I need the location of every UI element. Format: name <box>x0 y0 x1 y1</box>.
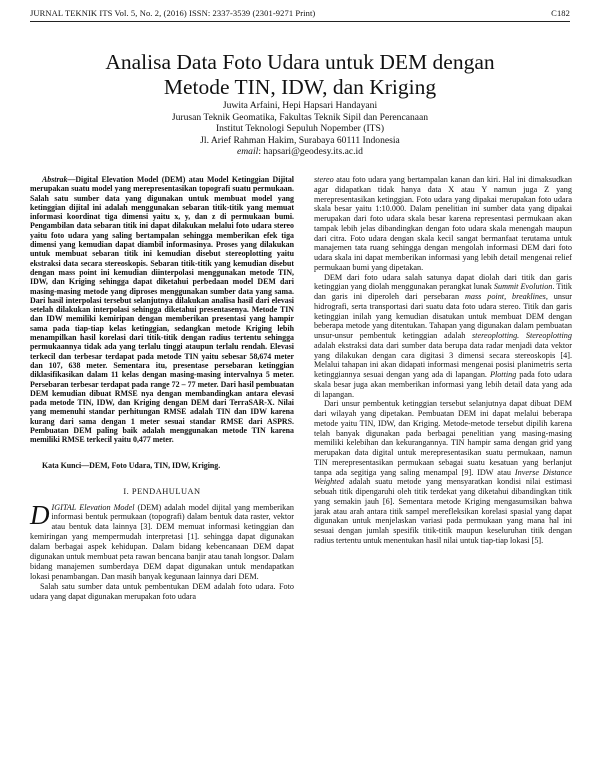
section-heading-intro: I. PENDAHULUAN <box>123 486 201 496</box>
p2-part-e: , unsur hidrografi, serta transportasi dari suatu data foto udara stereo. Titik dan garis ketinggian inilah yang kemudian disatukan untuk membuat DEM dengan beberapa metode yang ditentukan. Tahapan yang digunakan dalam pembuatan unsur-unsur pembentuk ketinggian adalah <box>314 292 572 340</box>
author-email-line <box>30 146 570 158</box>
right-paragraph-2 <box>314 273 572 400</box>
right-p1-text: atau foto udara yang bertampalan kanan dan kiri. Hal ini dimaksudkan agar didapatkan tidak hanya data X atau Y namun juga Z yang merepresentasikan ketinggian. Foto udara yang dipakai merupakan foto udara skala besar yaitu 1:10.000. Dalam penelitian ini sumber data yang dipakai merupakan dari foto udara skala besar karena representasi permukaan akan tampak lebih jelas dibandingkan dengan foto udara skala menengah maupun dari citra. Foto udara dengan skala kecil sangat bermanfaat terutama untuk manajemen tata ruang sehingga dengan mengolah informasi DEM dari foto udara skala ini dapat memberikan informasi yang lebih detail mengenai relief permukaan bumi yang dipetakan. <box>314 175 572 272</box>
p2-stereoplotting: stereoplotting. Stereoplotting <box>472 331 572 340</box>
intro-paragraph-2: Salah satu sumber data untuk pembentukan DEM adalah foto udara. Foto udara yang dapat digunakan merupakan foto udara <box>30 582 294 602</box>
p3-part-a: Dari unsur pembentuk ketinggian tersebut selanjutnya dapat dibuat DEM dari wilayah yang dipetakan. Pembuatan DEM ini dapat melalui beberapa metode yaitu TIN, IDW, dan Kriging. Metode-metode tersebut dipilih karena telah banyak digunakan pada berbagai penelitian yang masing-masing memiliki kelebihan dan kekurangannya. TIN hampir sama dengan grid yang merupakan data digital untuk merepresentasikan suatu permukaan, namun TIN merepresentasikan permukaan sebagai suatu kesatuan yang berlanjut tanpa ada segitiga yang saling menampal [9]. IDW atau <box>314 399 572 477</box>
paper-title <box>30 50 570 100</box>
intro-italic: IGITAL Elevation Model <box>51 502 135 512</box>
stereo-italic: stereo <box>314 175 334 184</box>
author-block <box>30 100 570 158</box>
title-line-2: Metode TIN, IDW, dan Kriging <box>163 75 437 99</box>
author-address: Jl. Arief Rahman Hakim, Surabaya 60111 Indonesia <box>200 134 400 146</box>
p3-idw-italic: Inverse Distance Weighted <box>314 467 572 487</box>
p2-part-c: . Titik dan garis ini diperoleh dari persebaran <box>314 282 573 301</box>
left-column <box>30 175 294 602</box>
abstract-lead: Abstrak <box>42 175 68 184</box>
drop-cap: D <box>30 499 50 530</box>
p2-plotting: Plotting <box>489 370 517 379</box>
p2-part-i: pada foto udara skala besar juga akan memberikan informasi yang lebih detail data yang ada di lapangan. <box>314 370 573 399</box>
running-header <box>30 8 570 22</box>
abstract-text: —Digital Elevation Model (DEM) atau Model Ketinggian Dijital merupakan suatu model yang merepresentasikan topografi suatu permukaan. Salah satu sumber data yang digunakan untuk membuat model yang ketinggian dijital ini adalah menggunakan sebaran titik-titik yang memuat informasi koordinat tiga dimensi yaitu x, y, dan z di permukaan bumi. Pengambilan data sebaran titik ini dapat dilakukan melalui foto udara stereo yaitu foto udara yang saling bertampalan sehingga memberikan efek tiga dimensi yang kemudian dapat diambil informasinya. Proses yang dilakukan untuk membuat sebaran titik ini kemudian disebut stereoplotting yaitu ekstraksi data secara stereoskopis. Sebaran titik-titik yang kemudian disebut dengan mass point ini kemudian diinterpolasi menggunakan metode TIN, IDW, dan Kriging sehingga dapat diketahui perbedaan model DEM dari masing-masing metode yang diproses menggunakan sumber data yang sama. Dari hasil interpolasi tersebut selanjutnya dilakukan analisa hasil dari elevasi setelah dilakukan interpolasi sehingga diketahui presentasenya. Metode TIN dan IDW memiliki kemiripan dengan memberikan presentasi yang hampir sama pada tiap-tiap kelas ketinggian, sedangkan metode Kriging lebih menampilkan hasil korelasi dari titik-titik dengan radius tertentu sehingga permukaannya tidak ada yang terlalu tinggi ataupun terlalu rendah. Elevasi terkecil dan terbesar terdapat pada metode TIN yaitu sebesar 58,674 meter dan 107, 638 meter. Sementara itu, presentase persebaran ketinggian diklasifikasikan dalam 11 kelas dengan masing-masing intervalnya 5 meter. Persebaran terbesar terdapat pada range 72 – 77 meter. Dari hasil pembuatan DEM kemudian dibuat RMSE nya dengan membandingkan antara elevasi pada metode TIN, IDW, dan Kriging dengan DEM dari TerraSAR-X. Nilai yang memenuhi standar perhitungan RMSE adalah TIN dan IDW karena kurang dari sama dengan 1 meter sesuai standar RMSE dari ASPRS. Pembuatan DEM paling baik adalah menggunakan metode TIN karena memiliki RMSE terkecil yaitu 0,477 meter. <box>30 175 294 445</box>
header-rule <box>30 21 570 22</box>
email-label: email <box>237 146 259 158</box>
intro-paragraph-1 <box>30 499 294 583</box>
author-department: Jurusan Teknik Geomatika, Fakultas Teknik Sipil dan Perencanaan <box>171 111 429 123</box>
journal-info: JURNAL TEKNIK ITS Vol. 5, No. 2, (2016) ISSN: 2337-3539 (2301-9271 Print) <box>30 8 316 18</box>
right-paragraph-1 <box>314 175 572 273</box>
p2-mass-point: mass point, breaklines <box>464 292 546 301</box>
p2-summit-evolution: Summit Evolution <box>493 282 553 292</box>
abstract <box>30 175 294 445</box>
p2-part-g: adalah ekstraksi data dari sumber data berupa data radar menjadi data vektor yang dilakukan dengan cara digitasi 3 dimensi secara stereoskopis [4]. Melalui tahapan ini akan didapati informasi mengenai posisi planimetris serta ketinggiannya sesuai dengan yang ada di lapangan. <box>314 340 572 379</box>
right-paragraph-3 <box>314 399 572 545</box>
email-address: : hapsari@geodesy.its.ac.id <box>258 146 363 158</box>
page-number: C182 <box>551 8 570 18</box>
p2-part-a: DEM dari foto udara salah satunya dapat diolah dari titik dan garis ketinggian yang diolah menggunakan perangkat lunak <box>314 272 572 292</box>
author-institute: Institut Teknologi Sepuluh Nopember (ITS) <box>215 123 385 135</box>
right-column <box>314 175 572 546</box>
title-line-1: Analisa Data Foto Udara untuk DEM dengan <box>105 50 495 74</box>
keywords: Kata Kunci—DEM, Foto Udara, TIN, IDW, Kriging. <box>42 460 221 470</box>
intro-text: (DEM) adalah model dijital yang memberikan informasi bentuk permukaan (topografi) dalam bentuk data raster, vektor atau bentuk data lainnya [3]. DEM memuat informasi ketinggian dan kemiringan yang mempermudah interpretasi [1]. sehingga dapat digunakan dalam berbagai aspek kehidupan. Dalam bidang kebencanaan DEM dapat digunakan untuk membuat peta rawan bencana banjir atau tanah longsor. Dalam bidang manajemen sumberdaya DEM dapat digunakan untuk mendapatkan lokasi penambangan. Dan masih banyak kegunaan lainnya dari DEM. <box>30 502 294 582</box>
author-names: Juwita Arfaini, Hepi Hapsari Handayani <box>222 100 378 111</box>
p3-part-c: adalah suatu metode yang mensyaratkan kondisi nilai estimasi sebuah titik dipengaruhi oleh titik terdekat yang diketahui dibandingkan titik yang semakin jauh [6]. Sementara metode Kriging mengasumsikan bahwa jarak atau arah antara titik sampel merefleksikan korelasi spasial yang dapat digunakan untuk menjelaskan variasi pada permukaan yang mana hal ini sesuai dengan jumlah spesifik titik-titik maupun keseluruhan titik dengan radius tertentu untuk menentukan hasil nilai untuk tiap-tiap lokasi [5]. <box>314 477 572 545</box>
